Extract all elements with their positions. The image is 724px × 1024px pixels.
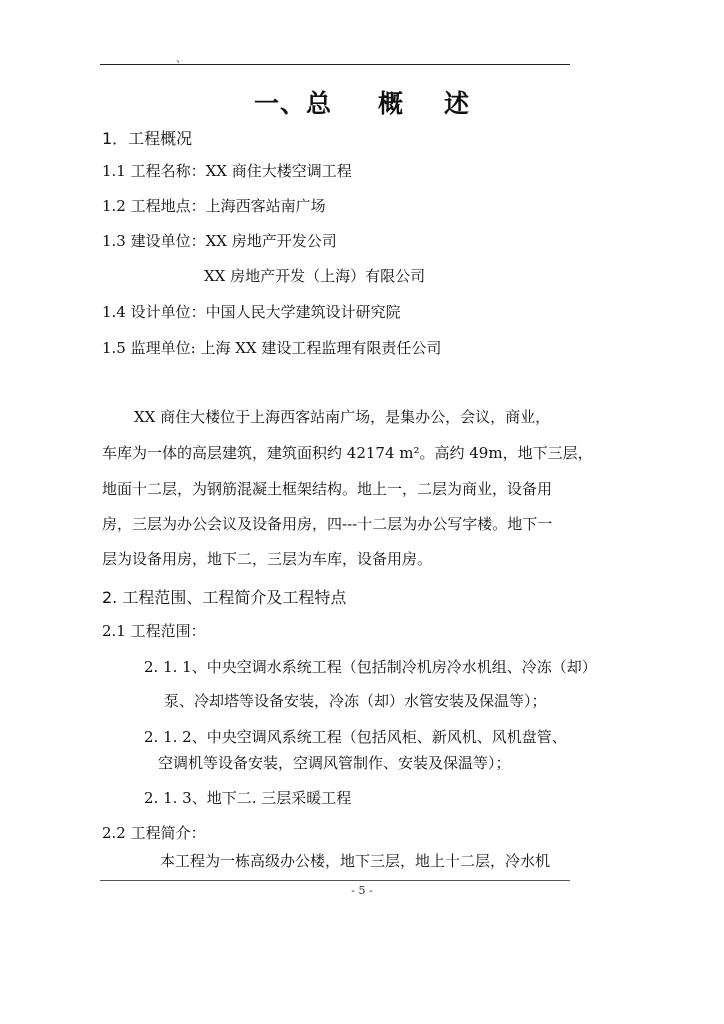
- title-part-1: 一、总: [253, 89, 332, 118]
- scope-item-1-line-1: 2. 1. 1、中央空调水系统工程（包括制冷机房冷水机组、冷冻（却）: [144, 658, 597, 676]
- paragraph-line-5: 层为设备用房，地下二，三层为车库，设备用房。: [102, 550, 433, 568]
- scope-item-2-line-2: 空调机等设备安装，空调风管制作、安装及保温等）；: [158, 754, 511, 772]
- item-construction-unit: 1.3 建设单位：XX 房地产开发公司: [102, 232, 337, 250]
- scope-item-2-line-1: 2. 1. 2、中央空调风系统工程（包括风柜、新风机、风机盘管、: [144, 728, 567, 746]
- item-construction-unit-2: XX 房地产开发（上海）有限公司: [204, 267, 426, 285]
- title-part-2: 概: [377, 89, 404, 118]
- intro-subheading: 2.2 工程简介：: [102, 824, 206, 842]
- page-title: [0, 84, 724, 120]
- item-project-name: 1.1 工程名称：XX 商住大楼空调工程: [102, 162, 352, 180]
- header-mark: 、: [176, 54, 186, 65]
- intro-text: 本工程为一栋高级办公楼，地下三层，地上十二层，冷水机: [160, 852, 551, 870]
- paragraph-line-1: XX 商住大楼位于上海西客站南广场，是集办公，会议，商业，: [134, 408, 551, 426]
- paragraph-line-2: 车库为一体的高层建筑，建筑面积约 42174 m²。高约 49m，地下三层，: [102, 444, 593, 462]
- section-2-heading: 2. 工程范围、工程简介及工程特点: [102, 588, 347, 607]
- section-1-heading: 1．工程概况: [102, 129, 193, 148]
- scope-subheading: 2.1 工程范围：: [102, 622, 206, 640]
- paragraph-line-3: 地面十二层，为钢筋混凝土框架结构。地上一，二层为商业，设备用: [102, 480, 553, 498]
- footer-rule: [100, 880, 570, 881]
- header-rule: [100, 64, 570, 65]
- title-part-3: 述: [444, 89, 471, 118]
- paragraph-line-4: 房，三层为办公会议及设备用房，四---十二层为办公写字楼。地下一: [102, 515, 553, 533]
- page-number: - 5 -: [351, 884, 373, 897]
- item-design-unit: 1.4 设计单位：中国人民大学建筑设计研究院: [102, 303, 401, 321]
- item-project-location: 1.2 工程地点：上海西客站南广场: [102, 197, 326, 215]
- scope-item-1-line-2: 泵、冷却塔等设备安装，冷冻（却）水管安装及保温等）；: [164, 692, 547, 710]
- item-supervision-unit: 1.5 监理单位: 上海 XX 建设工程监理有限责任公司: [102, 339, 442, 357]
- scope-item-3: 2. 1. 3、地下二. 三层采暖工程: [144, 789, 352, 807]
